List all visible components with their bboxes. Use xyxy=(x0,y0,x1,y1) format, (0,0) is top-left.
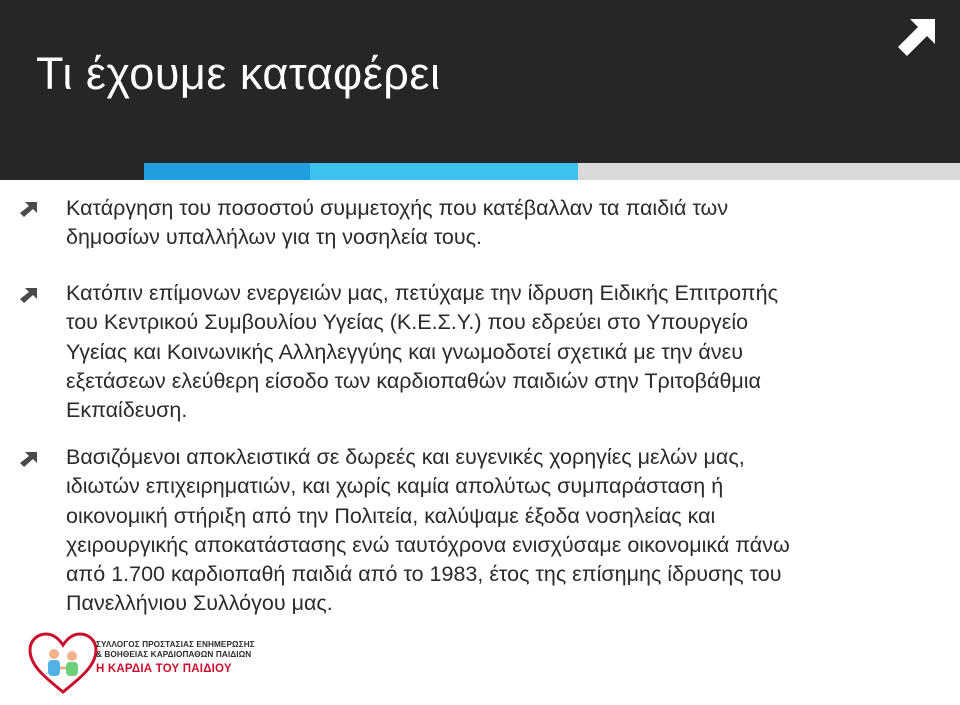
stripe-grey xyxy=(578,163,960,180)
bullet-line: χειρουργικής αποκατάστασης ενώ ταυτόχρονα ενισχύσαμε οικονομικά πάνω xyxy=(66,532,790,557)
organization-line: & ΒΟΗΘΕΙΑΣ ΚΑΡΔΙΟΠΑΘΩΝ ΠΑΙΔΙΩΝ xyxy=(96,650,252,659)
organization-line: ΣΥΛΛΟΓΟΣ ΠΡΟΣΤΑΣΙΑΣ ΕΝΗΜΕΡΩΣΗΣ xyxy=(96,640,255,649)
header-color-stripes xyxy=(0,163,960,180)
slide-title: Τι έχουμε καταφέρει xyxy=(36,48,441,99)
bullet-text xyxy=(66,279,936,425)
arrow-up-right-icon xyxy=(19,451,38,468)
arrow-up-right-icon xyxy=(19,201,38,218)
stripe-light-blue xyxy=(310,163,578,180)
bullet-line: από 1.700 καρδιοπαθή παιδιά από το 1983, έτος της επίσημης ίδρυσης του xyxy=(66,562,782,587)
bullet-text xyxy=(66,194,936,253)
bullet-line: Εκπαίδευση. xyxy=(66,398,188,423)
organization-name: Η ΚΑΡΔΙΑ ΤΟΥ ΠΑΙΔΙΟΥ xyxy=(96,663,232,675)
bullet-line: Κατάργηση του ποσοστού συμμετοχής που κατέβαλλαν τα παιδιά των xyxy=(66,196,729,220)
bullet-line: του Κεντρικού Συμβουλίου Υγείας (Κ.Ε.Σ.Υ.) που εδρεύει στο Υπουργείο xyxy=(66,310,749,335)
organization-block xyxy=(96,640,255,677)
heart-children-logo xyxy=(26,630,100,696)
bullet-text xyxy=(66,443,936,619)
stripe-dark xyxy=(0,163,144,180)
bullet-line: Υγείας και Κοινωνικής Αλληλεγγύης και γνωμοδοτεί σχετικά με την άνευ xyxy=(66,339,743,364)
stripe-blue xyxy=(144,163,310,180)
bullet-line: Βασιζόμενοι αποκλειστικά σε δωρεές και ευγενικές χορηγίες μελών μας, xyxy=(66,445,745,469)
bullet-line: Πανελλήνιου Συλλόγου μας. xyxy=(66,591,333,616)
bullet-line: Κατόπιν επίμονων ενεργειών μας, πετύχαμε την ίδρυση Ειδικής Επιτροπής xyxy=(66,281,778,305)
slide-header xyxy=(0,0,960,163)
arrow-up-right-icon xyxy=(896,16,938,58)
bullet-line: εξετάσεων ελεύθερη είσοδο των καρδιοπαθών παιδιών στην Τριτοβάθμια xyxy=(66,368,761,393)
arrow-up-right-icon xyxy=(19,287,38,304)
bullet-line: ιδιωτών επιχειρηματιών, και χωρίς καμία απολύτως συμπαράσταση ή xyxy=(66,474,724,499)
bullet-line: δημοσίων υπαλλήλων για τη νοσηλεία τους. xyxy=(66,225,482,250)
bullet-line: οικονομική στήριξη από την Πολιτεία, καλύψαμε έξοδα νοσηλείας και xyxy=(66,503,716,528)
